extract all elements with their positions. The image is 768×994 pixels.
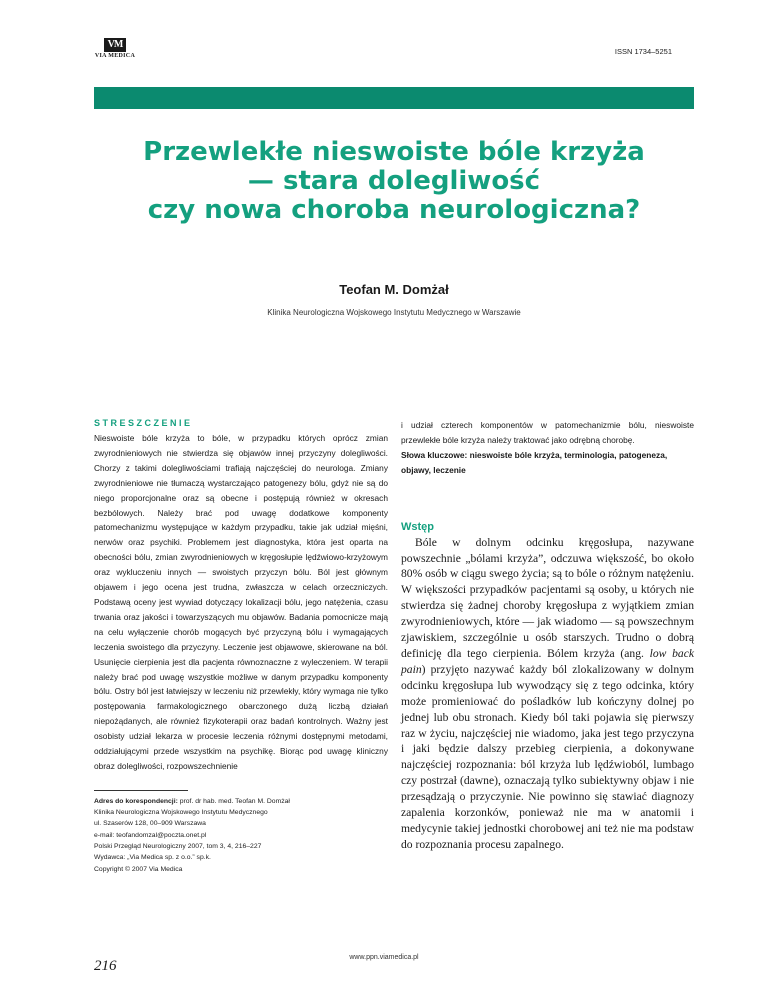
correspondence bbox=[94, 796, 388, 875]
correspondence-line: Polski Przegląd Neurologiczny 2007, tom 3, 4, 216–227 bbox=[94, 843, 262, 851]
logo-name: VIA MEDICA bbox=[94, 53, 136, 59]
abstract-text: Nieswoiste bóle krzyża to bóle, w przypadku których oprócz zmian zwyrodnieniowych nie stwierdza się objawów innej przyczyny dolegliwości. Chorzy z takimi dolegliwościami trafiają najczęściej do neurologa. Zmiany zwyrodnieniowe nie tłumaczą wystarczająco patogenezy bólu, gdyż nie są do niego proporcjonalne oraz są obecne i postępują również w okresach bezbólowych. Należy brać pod uwagę dodatkowe komponenty patomechanizmu występujące w każdym przypadku, takie jak udział mięśni, nerwów oraz psychiki. Problemem jest diagnostyka, która jest oparta na obecności bólu, zmian zwyrodnieniowych w kręgosłupie lędźwiowo-krzyżowym oraz wykluczeniu innych — swoistych przyczyn bólu. Ból jest głównym objawem i jego ocena jest trudna, zwłaszcza w celach orzeczniczych. Podstawą oceny jest wywiad dotyczący lokalizacji bólu, jego natężenia, czasu trwania oraz jakości i towarzyszących mu objawów. Badania pomocnicze mają na celu wyłączenie chorób mogących być przyczyną bólu i wymagających leczenia swoistego dla przyczyny. Leczenie jest objawowe, skierowane na ból. Usunięcie cierpienia jest dla pacjenta równoznaczne z wyleczeniem. W terapii należy brać pod uwagę wszystkie możliwe w danym przypadku komponenty bólu. Ostry ból jest łatwiejszy w leczeniu niż przewlekły, który wymaga nie tylko postępowania farmakologicznego obarczonego dużą liczbą działań niepożądanych, ale również fizykoterapii oraz badań kontrolnych. Ważny jest osobisty udział lekarza w procesie leczenia różnymi dostępnymi metodami, oddziałującymi przede wszystkim na psychikę. Biorąc pod uwagę kliniczny obraz dolegliwości, rozpowszechnienie bbox=[94, 433, 388, 771]
article-title bbox=[94, 138, 694, 225]
correspondence-label: Adres do korespondencji: bbox=[94, 797, 178, 805]
publisher-logo bbox=[94, 38, 136, 59]
journal-website: www.ppn.viamedica.pl bbox=[349, 954, 419, 961]
abstract-text-continued: i udział czterech komponentów w patomechanizmie bólu, nieswoiste przewlekłe bóle krzyża należy traktować jako odrębną chorobę. bbox=[401, 420, 694, 445]
title-line-3: czy nowa choroba neurologiczna? bbox=[147, 195, 641, 225]
correspondence-email: e-mail: teofandomzal@poczta.onet.pl bbox=[94, 831, 207, 839]
correspondence-name: prof. dr hab. med. Teofan M. Domżał bbox=[179, 797, 290, 805]
copyright: Copyright © 2007 Via Medica bbox=[94, 865, 183, 873]
correspondence-line: Klinika Neurologiczna Wojskowego Instytutu Medycznego bbox=[94, 809, 268, 817]
keywords bbox=[401, 448, 694, 478]
intro-text-start: Bóle w dolnym odcinku kręgosłupa, nazywane powszechnie „bólami krzyża”, odczuwa większość, bo około 80% osób w ciągu swego życia; są to bóle o różnym natężeniu. W większości przypadków pacjentami są osoby, u których nie stwierdza się żadnej choroby kręgosłupa z wyjątkiem zmian zwyrodnieniowych, które — jak wiadomo — są powszechnym zjawiskiem, szczególnie u osób starszych. Trudno o dobrą definicję dla tego cierpienia. Bólem krzyża (ang. bbox=[401, 535, 694, 660]
left-column bbox=[94, 418, 388, 875]
abstract-heading: STRESZCZENIE bbox=[94, 418, 193, 428]
title-line-1: Przewlekłe nieswoiste bóle krzyża bbox=[143, 137, 645, 167]
intro-paragraph bbox=[401, 535, 694, 853]
right-column bbox=[401, 418, 694, 853]
author: Teofan M. Domżał bbox=[339, 282, 449, 297]
intro-text-end: ) przyjęto nazywać każdy ból zlokalizowany w dolnym odcinku kręgosłupa lub wywodzący się z tego odcinka, który może promieniować do pośladków lub kończyny dolnej po jednej lub obu stronach. Kiedy ból taki pojawia się pierwszy raz w życiu, najczęściej nie wiadomo, jaka jest tego przyczyna i jaki będzie dalszy przebieg cierpienia, a dokonywane najczęściej rozpoznania: ból krzyża lub lędźwioból, lumbago czy postrzał (dawne), oznaczają tylko subiektywny objaw i nie przesądzają o przyczynie. Nie powinno się stawiać diagnozy zapalenia korzonków, ponieważ nie ma w anatomii i medycynie takiej jednostki chorobowej ani też nie ma podstaw do rozpoznania procesu zapalnego. bbox=[401, 662, 694, 851]
title-line-2: — stara dolegliwość bbox=[247, 166, 541, 196]
keywords-list: nieswoiste bóle krzyża, terminologia, patogeneza, objawy, leczenie bbox=[401, 449, 668, 475]
correspondence-line: ul. Szaserów 128, 00–909 Warszawa bbox=[94, 820, 206, 828]
divider bbox=[94, 790, 188, 791]
affiliation: Klinika Neurologiczna Wojskowego Instytutu Medycznego w Warszawie bbox=[267, 308, 521, 317]
intro-italic-term: low back pain bbox=[401, 646, 694, 676]
page-number: 216 bbox=[94, 958, 117, 974]
logo-mark: VM bbox=[104, 38, 126, 52]
issn: ISSN 1734–5251 bbox=[614, 47, 672, 56]
header-bar bbox=[94, 87, 694, 109]
correspondence-line: Wydawca: „Via Medica sp. z o.o.” sp.k. bbox=[94, 854, 211, 862]
keywords-label: Słowa kluczowe: bbox=[401, 449, 468, 460]
section-heading: Wstęp bbox=[401, 520, 434, 533]
